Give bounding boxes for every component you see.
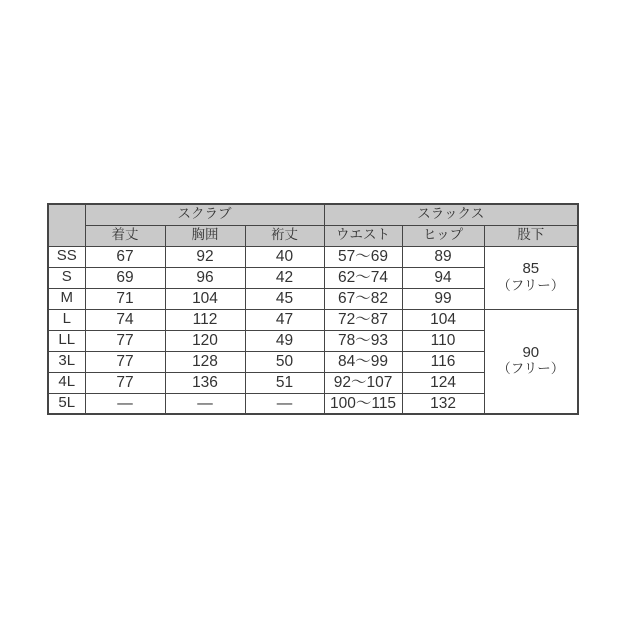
value-cell-waist: 84～99 bbox=[324, 351, 402, 372]
table-row-ss bbox=[48, 246, 578, 267]
value-cell-waist: 72～87 bbox=[324, 309, 402, 330]
value-cell-hip: 104 bbox=[402, 309, 484, 330]
value-cell-chest: 128 bbox=[165, 351, 245, 372]
value-cell-waist: 62～74 bbox=[324, 267, 402, 288]
value-cell-chest: 92 bbox=[165, 246, 245, 267]
table-row-l bbox=[48, 309, 578, 330]
value-cell-sleeve: 50 bbox=[245, 351, 324, 372]
value-cell-chest: 120 bbox=[165, 330, 245, 351]
size-cell: M bbox=[48, 288, 85, 309]
inseam-cell-group-1 bbox=[484, 246, 578, 309]
value-cell-length: 67 bbox=[85, 246, 165, 267]
inseam-cell-group-2 bbox=[484, 309, 578, 414]
value-cell-chest: 104 bbox=[165, 288, 245, 309]
value-cell-sleeve: — bbox=[245, 393, 324, 414]
size-cell: LL bbox=[48, 330, 85, 351]
value-cell-length: 77 bbox=[85, 372, 165, 393]
size-cell: 3L bbox=[48, 351, 85, 372]
inseam-value: 90 bbox=[522, 343, 540, 361]
value-cell-length: 71 bbox=[85, 288, 165, 309]
value-cell-length: 77 bbox=[85, 330, 165, 351]
value-cell-chest: — bbox=[165, 393, 245, 414]
group-header-scrub: スクラブ bbox=[85, 204, 324, 225]
value-cell-waist: 92～107 bbox=[324, 372, 402, 393]
value-cell-hip: 94 bbox=[402, 267, 484, 288]
value-cell-waist: 100～115 bbox=[324, 393, 402, 414]
value-cell-waist: 78～93 bbox=[324, 330, 402, 351]
value-cell-waist: 67～82 bbox=[324, 288, 402, 309]
column-header-sleeve: 裄丈 bbox=[245, 225, 324, 246]
column-header-row bbox=[48, 225, 578, 246]
group-header-slacks: スラックス bbox=[324, 204, 578, 225]
value-cell-hip: 132 bbox=[402, 393, 484, 414]
size-cell: S bbox=[48, 267, 85, 288]
column-header-hip: ヒップ bbox=[402, 225, 484, 246]
value-cell-length: 77 bbox=[85, 351, 165, 372]
value-cell-length: 74 bbox=[85, 309, 165, 330]
value-cell-chest: 96 bbox=[165, 267, 245, 288]
value-cell-sleeve: 47 bbox=[245, 309, 324, 330]
value-cell-hip: 99 bbox=[402, 288, 484, 309]
size-cell: 5L bbox=[48, 393, 85, 414]
value-cell-length: — bbox=[85, 393, 165, 414]
inseam-note: （フリー） bbox=[497, 361, 565, 377]
value-cell-chest: 136 bbox=[165, 372, 245, 393]
size-cell: L bbox=[48, 309, 85, 330]
group-header-row bbox=[48, 204, 578, 225]
value-cell-chest: 112 bbox=[165, 309, 245, 330]
value-cell-hip: 110 bbox=[402, 330, 484, 351]
value-cell-sleeve: 40 bbox=[245, 246, 324, 267]
column-header-chest: 胸囲 bbox=[165, 225, 245, 246]
corner-cell bbox=[48, 204, 85, 246]
value-cell-sleeve: 42 bbox=[245, 267, 324, 288]
column-header-waist: ウエスト bbox=[324, 225, 402, 246]
inseam-note: （フリー） bbox=[497, 277, 565, 293]
value-cell-hip: 124 bbox=[402, 372, 484, 393]
column-header-inseam: 股下 bbox=[484, 225, 578, 246]
size-chart-table bbox=[47, 203, 579, 415]
size-cell: 4L bbox=[48, 372, 85, 393]
size-cell: SS bbox=[48, 246, 85, 267]
value-cell-sleeve: 51 bbox=[245, 372, 324, 393]
value-cell-sleeve: 45 bbox=[245, 288, 324, 309]
value-cell-hip: 116 bbox=[402, 351, 484, 372]
value-cell-sleeve: 49 bbox=[245, 330, 324, 351]
column-header-length: 着丈 bbox=[85, 225, 165, 246]
value-cell-waist: 57～69 bbox=[324, 246, 402, 267]
value-cell-hip: 89 bbox=[402, 246, 484, 267]
value-cell-length: 69 bbox=[85, 267, 165, 288]
inseam-value: 85 bbox=[522, 260, 540, 277]
